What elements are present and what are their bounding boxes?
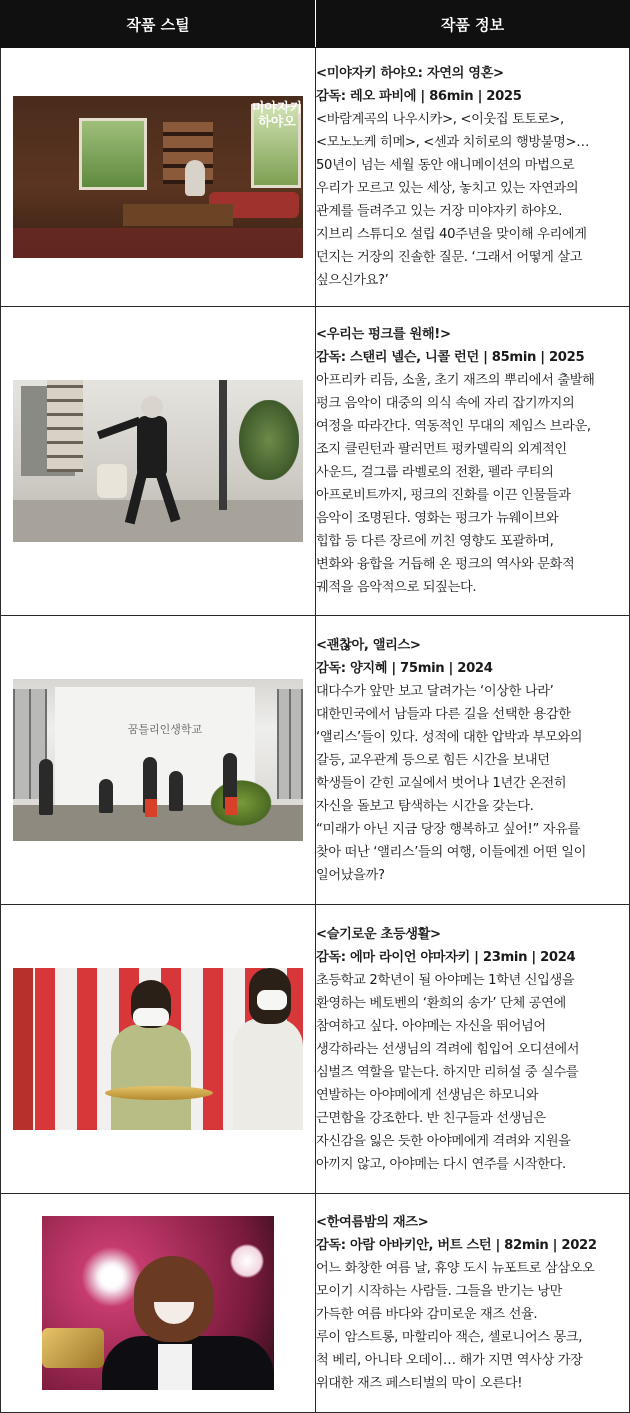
film-info-cell xyxy=(316,616,630,905)
film-synopsis xyxy=(316,108,629,292)
film-title: <한여름밤의 재즈> xyxy=(316,1215,429,1230)
film-info-cell xyxy=(316,307,630,616)
synopsis-line: 어느 화창한 여름 날, 휴양 도시 뉴포트로 삼삼오오 xyxy=(316,1261,595,1276)
synopsis-line: 아프로비트까지, 펑크의 진화를 이끈 인물들과 xyxy=(316,488,571,503)
film-meta: 감독: 양지혜 | 75min | 2024 xyxy=(316,660,493,676)
film-still-image xyxy=(13,380,303,542)
film-still-logo: 미야자키 하야오 xyxy=(251,101,303,130)
film-still-image xyxy=(13,96,303,258)
synopsis-line: 아끼지 않고, 아야메는 다시 연주를 시작한다. xyxy=(316,1156,566,1172)
film-meta: 감독: 스탠리 넬슨, 니콜 런던 | 85min | 2025 xyxy=(316,350,585,365)
synopsis-line: “미래가 아닌 지금 당장 행복하고 싶어!” 자유를 xyxy=(316,821,580,837)
header-info: 작품 정보 xyxy=(316,1,630,48)
film-info-cell xyxy=(316,48,630,307)
synopsis-line: 갈등, 교우관계 등으로 힘든 시간을 보내던 xyxy=(316,752,550,768)
film-still-mural: 꿈틀리인생학교 xyxy=(127,723,203,736)
synopsis-line: 우리가 모르고 있는 세상, 놓치고 있는 자연과의 xyxy=(316,181,579,196)
synopsis-line: 모이기 시작하는 사람들. 그들을 반기는 낭만 xyxy=(316,1284,563,1299)
synopsis-line: 환영하는 베토벤의 ‘환희의 송가’ 단체 공연에 xyxy=(316,995,566,1011)
film-synopsis xyxy=(316,680,629,887)
film-row xyxy=(1,1194,630,1413)
film-row xyxy=(1,905,630,1194)
synopsis-line: 연발하는 아야메에게 선생님은 하모니와 xyxy=(316,1087,539,1103)
film-info-cell xyxy=(316,1194,630,1413)
film-still-cell xyxy=(1,307,316,616)
film-title: <괜찮아, 앨리스> xyxy=(316,637,421,653)
header-still: 작품 스틸 xyxy=(1,1,316,48)
synopsis-line: 음악이 조명된다. 영화는 펑크가 뉴웨이브와 xyxy=(316,511,559,526)
film-still-cell xyxy=(1,1194,316,1413)
synopsis-line: 사운드, 걸그룹 라벨로의 전환, 펠라 쿠티의 xyxy=(316,465,554,480)
synopsis-line: 자신감을 잃은 듯한 아야메에게 격려와 지원을 xyxy=(316,1133,571,1149)
synopsis-line: 참여하고 싶다. 아야메는 자신을 뛰어넘어 xyxy=(316,1018,546,1034)
film-row xyxy=(1,616,630,905)
synopsis-line: 대한민국에서 남들과 다른 길을 선택한 용감한 xyxy=(316,706,571,722)
synopsis-line: 척 베리, 아니타 오데이… 해가 지면 역사상 가장 xyxy=(316,1353,583,1368)
synopsis-line: 펑크 음악이 대중의 의식 속에 자리 잡기까지의 xyxy=(316,396,575,411)
film-still-image xyxy=(42,1216,274,1390)
synopsis-line: 심벌즈 역할을 맡는다. 하지만 리허설 중 실수를 xyxy=(316,1064,579,1080)
film-row xyxy=(1,307,630,616)
film-still-cell xyxy=(1,48,316,307)
synopsis-line: 50년이 넘는 세월 동안 애니메이션의 마법으로 xyxy=(316,158,575,173)
film-title: <우리는 펑크를 원해!> xyxy=(316,327,451,342)
synopsis-line: 찾아 떠난 ‘앨리스’들의 여행, 이들에겐 어떤 일이 xyxy=(316,844,586,860)
synopsis-line: 조지 클린턴과 팔러먼트 펑카델릭의 외계적인 xyxy=(316,442,567,457)
synopsis-line: 변화와 융합을 거듭해 온 펑크의 역사와 문화적 xyxy=(316,557,575,572)
synopsis-line: 싶으신가요?’ xyxy=(316,273,389,288)
film-meta: 감독: 아람 아바키안, 버트 스턴 | 82min | 2022 xyxy=(316,1238,597,1253)
synopsis-line: 아프리카 리듬, 소울, 초기 재즈의 뿌리에서 출발해 xyxy=(316,373,595,388)
synopsis-line: 지브리 스튜디오 설립 40주년을 맞이해 우리에게 xyxy=(316,227,587,242)
film-still-cell xyxy=(1,905,316,1194)
film-info-cell xyxy=(316,905,630,1194)
synopsis-line: 생각하라는 선생님의 격려에 힘입어 오디션에서 xyxy=(316,1041,580,1057)
synopsis-line: 위대한 재즈 페스티벌의 막이 오른다! xyxy=(316,1376,523,1391)
film-row xyxy=(1,48,630,307)
synopsis-line: 여정을 따라간다. 역동적인 무대의 제임스 브라운, xyxy=(316,419,591,434)
synopsis-line: <모노노케 히메>, <센과 치히로의 행방불명>… xyxy=(316,135,590,150)
film-title: <슬기로운 초등생활> xyxy=(316,926,441,942)
film-title: <미야자키 하야오: 자연의 영혼> xyxy=(316,66,504,81)
synopsis-line: ‘앨리스’들이 있다. 성적에 대한 압박과 부모와의 xyxy=(316,729,583,745)
synopsis-line: 루이 암스트롱, 마할리아 잭슨, 셀로니어스 몽크, xyxy=(316,1330,583,1345)
synopsis-line: 던지는 거장의 진솔한 질문. ‘그래서 어떻게 살고 xyxy=(316,250,583,265)
synopsis-line: 초등학교 2학년이 될 아야메는 1학년 신입생을 xyxy=(316,972,575,988)
synopsis-line: <바람계곡의 나우시카>, <이웃집 토토로>, xyxy=(316,112,564,127)
synopsis-line: 근면함을 강조한다. 반 친구들과 선생님은 xyxy=(316,1110,546,1126)
film-still-image xyxy=(13,968,303,1130)
synopsis-line: 궤적을 음악적으로 되짚는다. xyxy=(316,580,477,595)
synopsis-line: 힙합 등 다른 장르에 끼친 영향도 포괄하며, xyxy=(316,534,554,549)
synopsis-line: 자신을 돌보고 탐색하는 시간을 갖는다. xyxy=(316,798,534,814)
film-still-cell xyxy=(1,616,316,905)
film-meta: 감독: 에마 라이언 야마자키 | 23min | 2024 xyxy=(316,949,576,965)
synopsis-line: 학생들이 갇힌 교실에서 벗어나 1년간 온전히 xyxy=(316,775,567,791)
film-still-image xyxy=(13,679,303,841)
synopsis-line: 대다수가 앞만 보고 달려가는 ‘이상한 나라’ xyxy=(316,683,554,699)
synopsis-line: 가득한 여름 바다와 감미로운 재즈 선율. xyxy=(316,1307,538,1322)
film-meta: 감독: 레오 파비에 | 86min | 2025 xyxy=(316,89,522,104)
film-synopsis xyxy=(316,969,629,1176)
film-synopsis xyxy=(316,369,629,599)
synopsis-line: 일어났을까? xyxy=(316,867,385,883)
synopsis-line: 관계를 들려주고 있는 거장 미야자키 하야오. xyxy=(316,204,563,219)
film-synopsis xyxy=(316,1257,629,1395)
header-row xyxy=(1,1,630,48)
